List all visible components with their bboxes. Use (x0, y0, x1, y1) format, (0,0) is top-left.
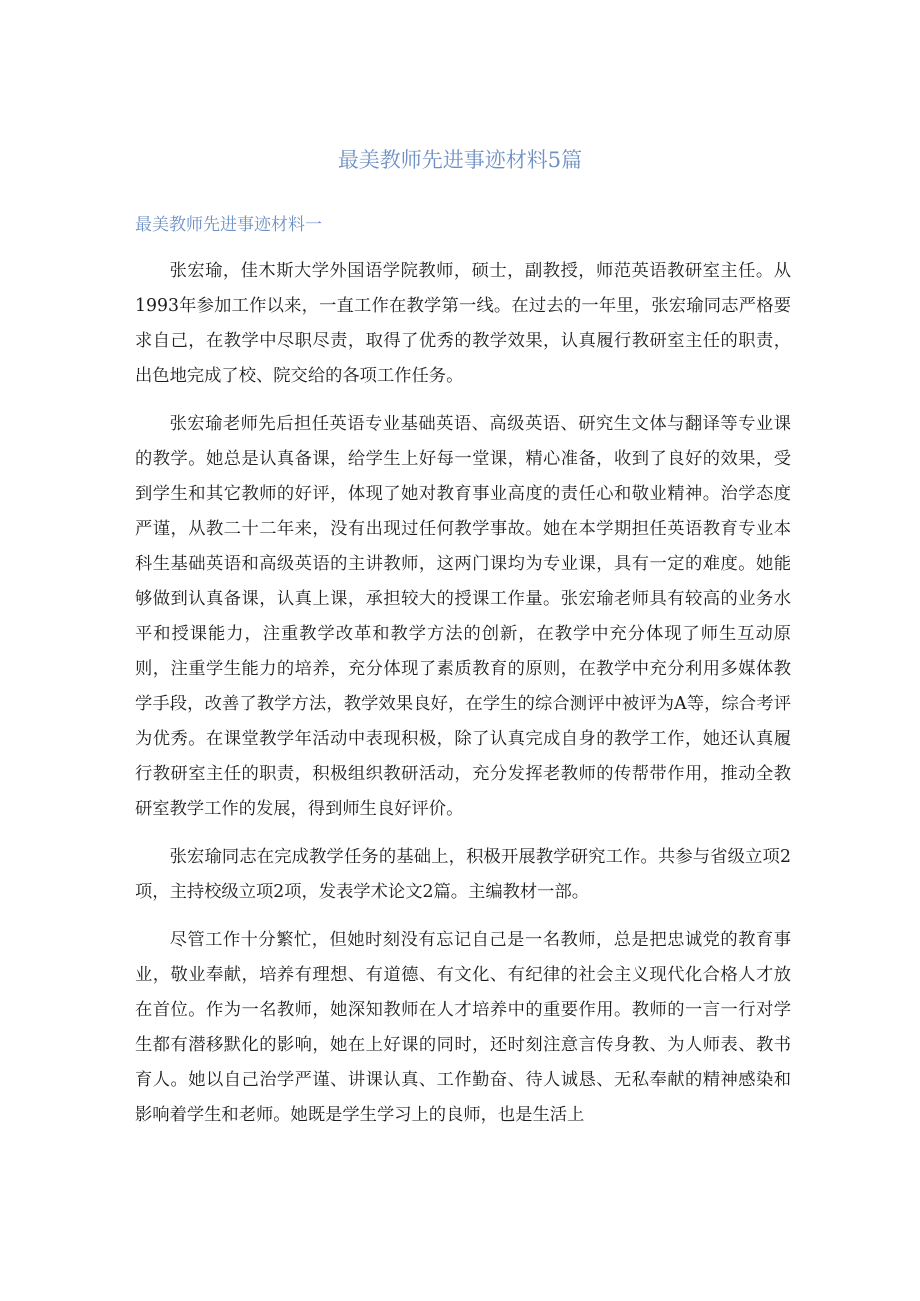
paragraph-4: 尽管工作十分繁忙，但她时刻没有忘记自己是一名教师，总是把忠诚党的教育事业，敬业奉献，培养有理想、有道德、有文化、有纪律的社会主义现代化合格人才放在首位。作为一名教师，她深知教师在人才培养中的重要作用。教师的一言一行对学生都有潜移默化的影响，她在上好课的同时，还时刻注意言传身教、为人师表、教书育人。她以自己治学严谨、讲课认真、工作勤奋、待人诚恳、无私奉献的精神感染和影响着学生和老师。她既是学生学习上的良师，也是生活上 (135, 930, 791, 1125)
document-body (135, 254, 791, 1146)
paragraph-3: 张宏瑜同志在完成教学任务的基础上，积极开展教学研究工作。共参与省级立项2项，主持校级立项2项，发表学术论文2篇。主编教材一部。 (135, 847, 791, 902)
document-title: 最美教师先进事迹材料5篇 (337, 148, 583, 172)
paragraph-2: 张宏瑜老师先后担任英语专业基础英语、高级英语、研究生文体与翻译等专业课的教学。她总是认真备课，给学生上好每一堂课，精心准备，收到了良好的效果，受到学生和其它教师的好评，体现了她对教育事业高度的责任心和敬业精神。治学态度严谨，从教二十二年来，没有出现过任何教学事故。她在本学期担任英语教育专业本科生基础英语和高级英语的主讲教师，这两门课均为专业课，具有一定的难度。她能够做到认真备课，认真上课，承担较大的授课工作量。张宏瑜老师具有较高的业务水平和授课能力，注重教学改革和教学方法的创新，在教学中充分体现了师生互动原则，注重学生能力的培养，充分体现了素质教育的原则，在教学中充分利用多媒体教学手段，改善了教学方法，教学效果良好，在学生的综合测评中被评为A等，综合考评为优秀。在课堂教学年活动中表现积极，除了认真完成自身的教学工作，她还认真履行教研室主任的职责，积极组织教研活动，充分发挥老教师的传帮带作用，推动全教研室教学工作的发展，得到师生良好评价。 (135, 414, 791, 819)
section-heading: 最美教师先进事迹材料一 (135, 215, 322, 235)
paragraph-1: 张宏瑜，佳木斯大学外国语学院教师，硕士，副教授，师范英语教研室主任。从1993年参加工作以来，一直工作在教学第一线。在过去的一年里，张宏瑜同志严格要求自己，在教学中尽职尽责，取得了优秀的教学效果，认真履行教研室主任的职责，出色地完成了校、院交给的各项工作任务。 (135, 261, 791, 386)
